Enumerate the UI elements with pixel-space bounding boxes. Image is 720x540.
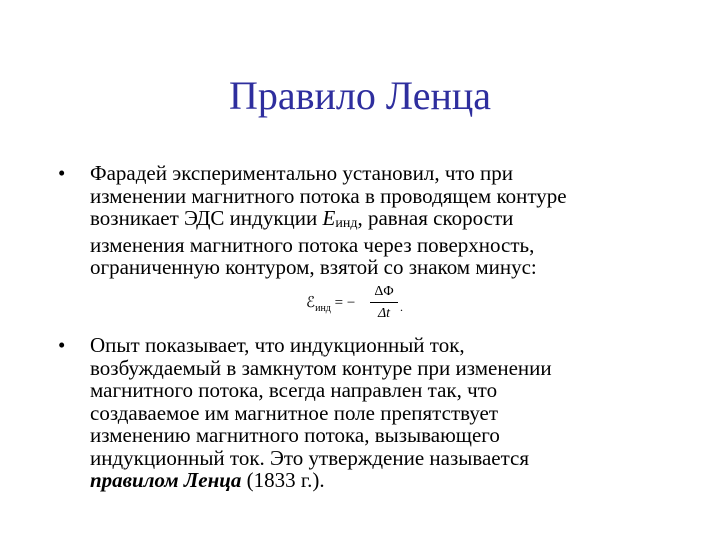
emf-subscript: инд [315,303,331,314]
text-line [90,469,658,492]
emf-symbol: E [322,206,336,230]
text-line: создаваемое им магнитное поле препятствует [90,400,499,425]
text-line: изменения магнитного потока через поверхность, [90,232,535,257]
text-line: ограниченную контуром, взятой со знаком минус: [90,255,537,279]
slide-title: Правило Ленца [228,73,492,118]
text-line: Фарадей экспериментально установил, что при [90,161,514,185]
faraday-formula [306,284,416,326]
bullet-lenz-rule [58,334,658,492]
fraction-numerator: ΔΦ [374,284,394,299]
equals-minus: = − [334,295,356,311]
fraction-bar [370,302,398,303]
text-fragment: возникает ЭДС индукции [90,206,323,230]
text-line: Опыт показывает, что индукционный ток, [90,333,465,357]
formula-fraction [370,284,398,322]
emf-symbol: ℰ [306,295,316,311]
bullet-text [90,162,658,279]
rule-name: правилом Ленца [90,468,242,492]
formula-period: . [400,300,403,314]
bullet-marker: • [58,161,66,185]
text-line: магнитного потока, всегда направлен так, что [90,378,498,402]
text-line: индукционный ток. Это утверждение называется [90,445,530,470]
text-line: изменении магнитного потока в проводящем контуре [90,183,567,208]
text-line: возбуждаемый в замкнутом контуре при изменении [90,355,552,380]
bullet-marker: • [58,333,66,357]
bullet-text [90,334,658,492]
fraction-denominator: Δt [377,306,391,321]
bullet-faraday [58,162,658,279]
formula-lhs [306,293,355,312]
text-line [90,207,658,234]
emf-subscript: инд [335,216,358,231]
text-line: изменению магнитного потока, вызывающего [90,423,500,447]
text-fragment: , равная скорости [357,206,514,230]
rule-year: (1833 г.). [241,468,325,492]
